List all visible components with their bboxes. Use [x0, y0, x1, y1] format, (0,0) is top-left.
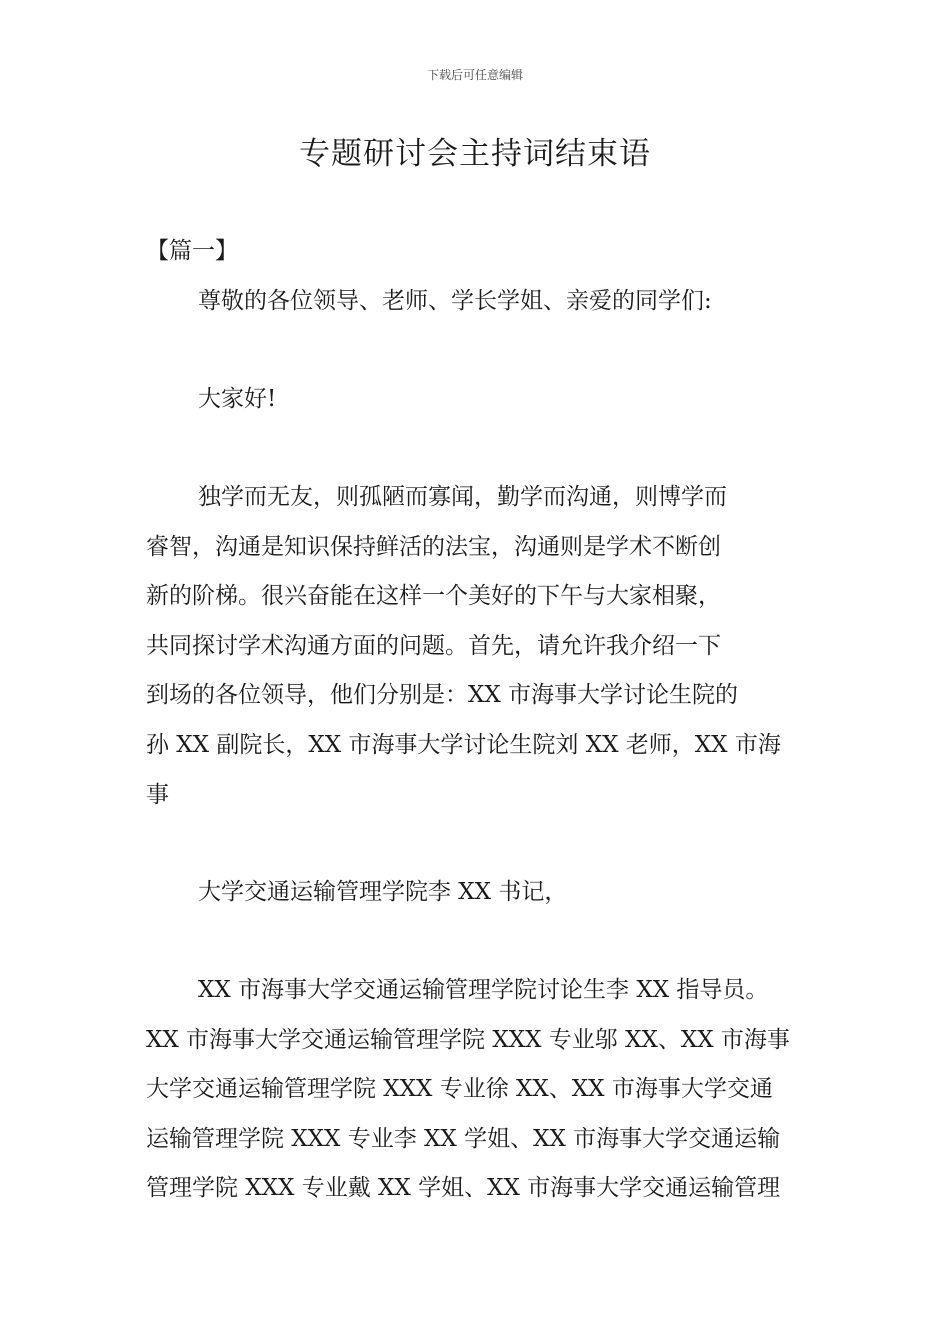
hello-paragraph: [146, 375, 806, 425]
paragraph-line: 共同探讨学术沟通方面的问题。首先，请允许我介绍一下: [146, 632, 721, 659]
paragraph-line: 运输管理学院 XXX 专业李 XX 学姐、XX 市海事大学交通运输: [146, 1125, 781, 1152]
paragraph-line: XX 市海事大学交通运输管理学院 XXX 专业邬 XX、XX 市海事: [146, 1026, 790, 1053]
paragraph-line: 到场的各位领导，他们分别是：XX 市海事大学讨论生院的: [146, 682, 739, 709]
paragraph-line: 孙 XX 副院长，XX 市海事大学讨论生院刘 XX 老师，XX 市海: [146, 731, 781, 758]
paragraph-line: XX 市海事大学交通运输管理学院讨论生李 XX 指导员。: [198, 977, 769, 1003]
hello-line: 大家好!: [198, 386, 277, 412]
section-label: 【篇一】: [146, 238, 238, 264]
paragraph-line: 睿智，沟通是知识保持鲜活的法宝，沟通则是学术不断创: [146, 533, 721, 560]
body-paragraph-3: [146, 966, 806, 1214]
document-title: 专题研讨会主持词结束语: [299, 136, 651, 172]
paragraph-line: 大学交通运输管理学院 XXX 专业徐 XX、XX 市海事大学交通: [146, 1076, 773, 1103]
body-paragraph-2: [146, 868, 806, 918]
greeting-paragraph: [146, 277, 806, 327]
paragraph-line: 新的阶梯。很兴奋能在这样一个美好的下午与大家相聚，: [146, 583, 721, 610]
greeting-line: 尊敬的各位领导、老师、学长学姐、亲爱的同学们:: [198, 288, 712, 314]
body-paragraph-1: [146, 473, 806, 820]
paragraph-line: 管理学院 XXX 专业戴 XX 学姐、XX 市海事大学交通运输管理: [146, 1175, 781, 1202]
header-note: 下载后可任意编辑: [426, 68, 523, 82]
paragraph-line: 独学而无友，则孤陋而寡闻，勤学而沟通，则博学而: [198, 484, 727, 510]
paragraph-line: 大学交通运输管理学院李 XX 书记，: [198, 879, 568, 905]
paragraph-line: 事: [146, 781, 169, 808]
